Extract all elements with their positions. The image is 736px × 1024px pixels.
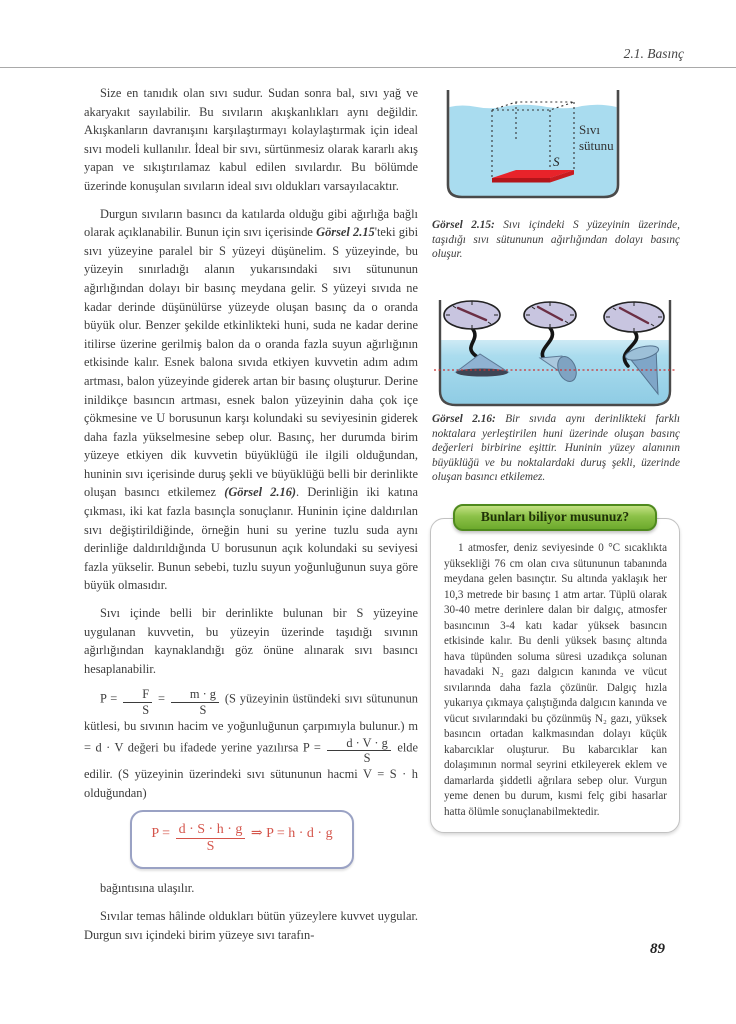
fraction-denominator: S xyxy=(363,750,371,765)
paragraph-text: (S yüzeyinin üstündeki sıvı sütununun kütlesi, bu sıvının hacim ve yoğunluğunun çarpımıyla bulunur.) m = d · V değeri bu ifadede yerine yazılırsa P = xyxy=(84,692,418,755)
header-divider xyxy=(0,67,736,68)
caption-text: Sıvı içindeki S yüzeyinin üzerinde, taşıdığı sıvı sütununun ağırlığından dolayı basınç oluşur. xyxy=(432,219,680,261)
caption-label: Görsel 2.15: xyxy=(432,219,495,231)
paragraph: Sıvı içinde belli bir derinlikte bulunan bir S yüzeyine uygulanan kuvvetin, bu yüzeyin üzerinde taşıdığı sıvının ağırlığından kaynaklandığı göz önüne alınarak sıvı basıncı hesaplanabilir. xyxy=(84,606,418,676)
figure-gauges-funnels-illustration xyxy=(432,296,678,408)
gauge-icon xyxy=(604,302,664,332)
body-text-column xyxy=(84,84,418,953)
s-surface-label: S xyxy=(553,154,560,169)
highlighted-formula-box xyxy=(130,810,354,869)
fraction xyxy=(123,687,152,717)
paragraph-text: Durgun sıvıların basıncı da katılarda olduğu gibi ağırlığa bağlı olarak açıklanabilir. Bunun için sıvı içerisinde xyxy=(84,206,418,240)
paragraph: Sıvılar temas hâlinde oldukları bütün yüzeylere kuvvet uygular. Durgun sıvı içindeki birim yüzeye sıvı tarafın- xyxy=(84,909,418,942)
paragraph xyxy=(84,205,418,595)
figure-reference: Görsel 2.15 xyxy=(316,225,375,240)
figure-caption xyxy=(432,218,680,262)
formula-text: P = xyxy=(151,826,174,842)
did-you-know-body xyxy=(430,518,680,833)
formula-text: P = h · d · g xyxy=(266,826,333,842)
did-you-know-box xyxy=(430,504,680,833)
caption-text: Bir sıvıda aynı derinlikteki farklı noktalara yerleştirilen huni üzerinde oluşan basınç değerleri birbirine eşittir. Huninin yüzey alanının büyüklüğü ve bu noktalardaki duruş şekli, üzerinde oluşan basıncı etkilemez. xyxy=(432,413,680,484)
fraction-denominator: S xyxy=(142,702,150,717)
paragraph-text: . Derinliğin iki katına çıkması, iki kat fazla basınçla sonuçlanır. Huninin içine daldırılan sıvı değiştirildiğinde, örneğin huni su yerine tuzlu suda aynı derinliğe daldırıldığında U borusunun açık kolundaki su seviyesi fazla yükselir. Bunun sebebi, tuzlu suyun yoğunluğunun suya göre büyük olmasıdır. xyxy=(84,485,418,593)
gauge-icon xyxy=(444,301,500,329)
fraction-numerator: d · V · g xyxy=(327,736,391,751)
gauge-icon xyxy=(524,302,576,328)
section-header: 2.1. Basınç xyxy=(623,46,684,61)
paragraph: bağıntısına ulaşılır. xyxy=(100,881,195,896)
inline-formula-paragraph xyxy=(84,687,418,802)
paragraph-text: 'teki gibi sıvı yüzeyine paralel bir S yüzeyi düşünelim. S yüzeyinde, bu yüzeyin sınırladığı alanın yukarısındaki sıvı sütununun ağırlığından dolayı bir basınç meydana gelir. S yüzeyi sıvıda ne kadar derinde düşünülürse yüzeyde oluşan basınç da o oranda büyük olur. Benzer şekilde etkinlikteki huni, suda ne kadar derine itilirse üzerine gerilmiş balon da o oranda fazla suyun ağırlığının etkisinde kalır. Esnek balona sıvıda etkiyen kuvvetin adım adım artması, balon yüzeyinde giderek artan bir basınç oluşturur. Derine inildikçe basıncın artması, esnek balon yüzeyinin daha çok içe çökmesine ve U borusunun karşı kolundaki su seviyesinin giderek daha fazla yükselmesine sebep olur. Basınç, her durumda birim yüzeye etkiyen dik kuvvetin büyüklüğü ile ilgili olduğundan, huninin sıvı içerisinde duruş şekli ve büyüklüğü belli bir derinlikte oluşan basıncı etkilemez xyxy=(84,225,419,500)
caption-label: Görsel 2.16: xyxy=(432,413,496,425)
fraction-denominator: S xyxy=(199,702,207,717)
fraction xyxy=(171,687,219,717)
pressure-gauges xyxy=(444,301,664,332)
fraction-numerator: m · g xyxy=(171,687,219,702)
formula-text: = xyxy=(154,692,169,707)
fraction-denominator: S xyxy=(206,839,215,855)
fraction-numerator: d · S · h · g xyxy=(176,822,246,839)
did-you-know-text: 1 atmosfer, deniz seviyesinde 0 °C sıcaklıkta yüksekliği 76 cm olan cıva sütununun tabanında meydana gelen basınçtır. Su altında yaklaşık her 10,3 metrede bir basınç 1 atm artar. Tüplü olarak 30-40 metre derinlere dalan bir dalgıç, atmosfer basıncının 3-4 katı kadar yüksek basıncın etkisinde kalır. Bu denli yüksek basınç altında hava tüpünden soluma süresi uzadıkça solunan havadaki N₂ gazı dalgıcın kanında ve vücut sıvılarında daha fazla çözünür. Dalgıç hızla yukarıya çıkmaya çalıştığında dalgıcın kanında ve vücut sıvılarındaki bu çözünmüş N₂ gazı, yüksek basıncın ortadan kalkmasından dolayı küçük kabarcıklar oluşturur. Bu kabarcıklar kan dolaşımının normal seyrini etkileyerek eklem ve damarlarda şiddetli ağrılara sebep olur. Vurgun yeme denen bu durum, kısmi felç gibi hasarlar hatta ölümle sonuçlanabilmektedir. xyxy=(444,542,667,818)
figure-caption xyxy=(432,412,680,485)
did-you-know-title: Bunları biliyor musunuz? xyxy=(453,504,657,531)
implies-arrow: ⇒ xyxy=(247,826,267,842)
liquid-column-label-line1: Sıvı xyxy=(579,122,600,137)
figure-reference: (Görsel 2.16) xyxy=(224,485,297,500)
page-number: 89 xyxy=(650,941,665,957)
s-surface-edge xyxy=(492,178,550,183)
paragraph-text: elde edilir. (S yüzeyinin üzerindeki sıvı sütununun hacmi V = S · h olduğundan) xyxy=(84,740,418,800)
paragraph: Size en tanıdık olan sıvı sudur. Sudan sonra bal, sıvı yağ ve akaryakıt sayılabilir. Bu sıvıların akışkanlıkları aynı değildir. Akışkanların davranışını karşılaştırmayı kolaylaştırmak için ideal sıvı modeli kullanılır. İdeal bir sıvı, sürtünmesiz olarak kararlı akış yapan ve sıkıştırılamaz kabul edilen sıvılardır. Bu bölümde üzerinde konuşulan sıvıların ideal sıvı oldukları varsayılacaktır. xyxy=(84,86,418,193)
formula-text: P = xyxy=(100,692,122,707)
fraction xyxy=(327,736,391,766)
liquid-column-label-line2: sütunu xyxy=(579,138,614,153)
fraction-numerator: F xyxy=(123,687,152,702)
figure-liquid-column-illustration xyxy=(432,86,678,206)
fraction xyxy=(176,822,246,855)
